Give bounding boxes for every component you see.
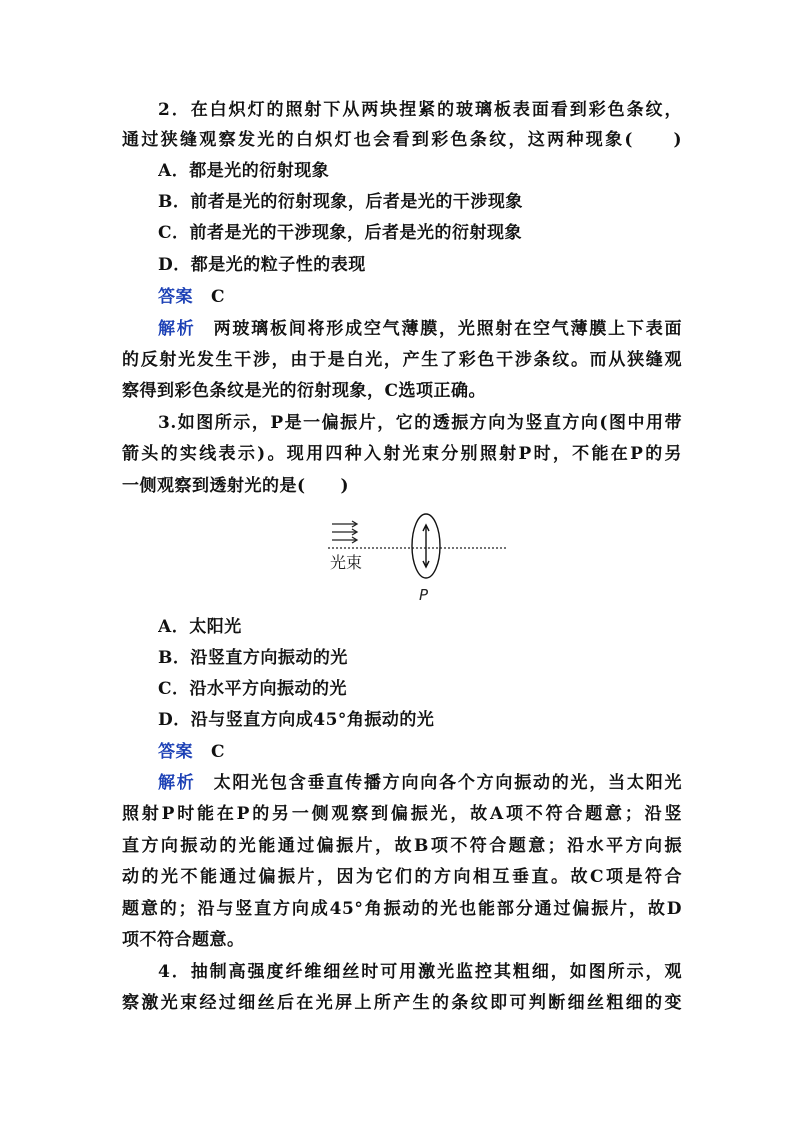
q2-analysis-line-2: 的反射光发生干涉，由于是白光，产生了彩色干涉条纹。而从狭缝观 — [122, 350, 682, 370]
q3-analysis-line-4: 动的光不能通过偏振片，因为它们的方向相互垂直。故C项是符合 — [122, 867, 682, 887]
q3-option-b: B．沿竖直方向振动的光 — [158, 648, 348, 668]
q3-analysis-line-6: 项不符合题意。 — [122, 930, 245, 950]
q2-analysis-text-1: 两玻璃板间将形成空气薄膜，光照射在空气薄膜上下表面 — [213, 319, 682, 339]
q2-analysis-line-3: 察得到彩色条纹是光的衍射现象，C选项正确。 — [122, 381, 487, 401]
q4-stem-line-1: 4．抽制高强度纤维细丝时可用激光监控其粗细，如图所示，观 — [158, 962, 682, 982]
q2-option-c: C．前者是光的干涉现象，后者是光的衍射现象 — [158, 223, 523, 243]
beam-label: 光束 — [330, 553, 363, 572]
q3-answer-value: C — [211, 742, 226, 762]
polarizer-figure — [322, 506, 512, 608]
q3-option-d: D．沿与竖直方向成45°角振动的光 — [158, 710, 435, 730]
incident-beam-arrows — [332, 521, 357, 543]
q2-stem-line-2: 通过狭缝观察发光的白炽灯也会看到彩色条纹，这两种现象( ) — [122, 130, 682, 150]
q3-analysis-line-1 — [158, 772, 682, 794]
q2-option-b: B．前者是光的衍射现象，后者是光的干涉现象 — [158, 192, 523, 212]
q3-option-c: C．沿水平方向振动的光 — [158, 679, 348, 699]
transmission-axis-arrow — [423, 525, 429, 567]
q2-answer — [158, 286, 682, 308]
q3-stem-line-1: 3.如图所示，P是一偏振片，它的透振方向为竖直方向(图中用带 — [158, 413, 682, 433]
q3-stem-line-2: 箭头的实线表示)。现用四种入射光束分别照射P时，不能在P的另 — [122, 444, 682, 464]
q3-analysis-line-5: 题意的；沿与竖直方向成45°角振动的光也能部分通过偏振片，故D — [122, 899, 682, 919]
q3-answer-label: 答案 — [158, 742, 193, 762]
q3-option-a: A．太阳光 — [158, 617, 242, 637]
q3-analysis-text-1: 太阳光包含垂直传播方向向各个方向振动的光，当太阳光 — [213, 773, 682, 793]
q2-analysis-line-1 — [158, 318, 682, 340]
q3-analysis-line-3: 直方向振动的光能通过偏振片，故B项不符合题意；沿水平方向振 — [122, 836, 682, 856]
q2-stem-line-1: 2．在白炽灯的照射下从两块捏紧的玻璃板表面看到彩色条纹， — [158, 100, 682, 120]
q3-analysis-label: 解析 — [158, 773, 196, 793]
q3-analysis-line-2: 照射P时能在P的另一侧观察到偏振光，故A项不符合题意；沿竖 — [122, 804, 682, 824]
q3-answer — [158, 741, 682, 763]
polarizer-label: P — [419, 586, 429, 604]
q2-option-a: A．都是光的衍射现象 — [158, 161, 330, 181]
q4-stem-line-2: 察激光束经过细丝后在光屏上所产生的条纹即可判断细丝粗细的变 — [122, 993, 682, 1013]
q3-stem-line-3: 一侧观察到透射光的是( ) — [122, 476, 350, 496]
q2-option-d: D．都是光的粒子性的表现 — [158, 255, 366, 275]
q2-answer-label: 答案 — [158, 287, 193, 307]
polarizer-diagram — [322, 506, 512, 608]
q2-answer-value: C — [211, 287, 226, 307]
q2-analysis-label: 解析 — [158, 319, 196, 339]
